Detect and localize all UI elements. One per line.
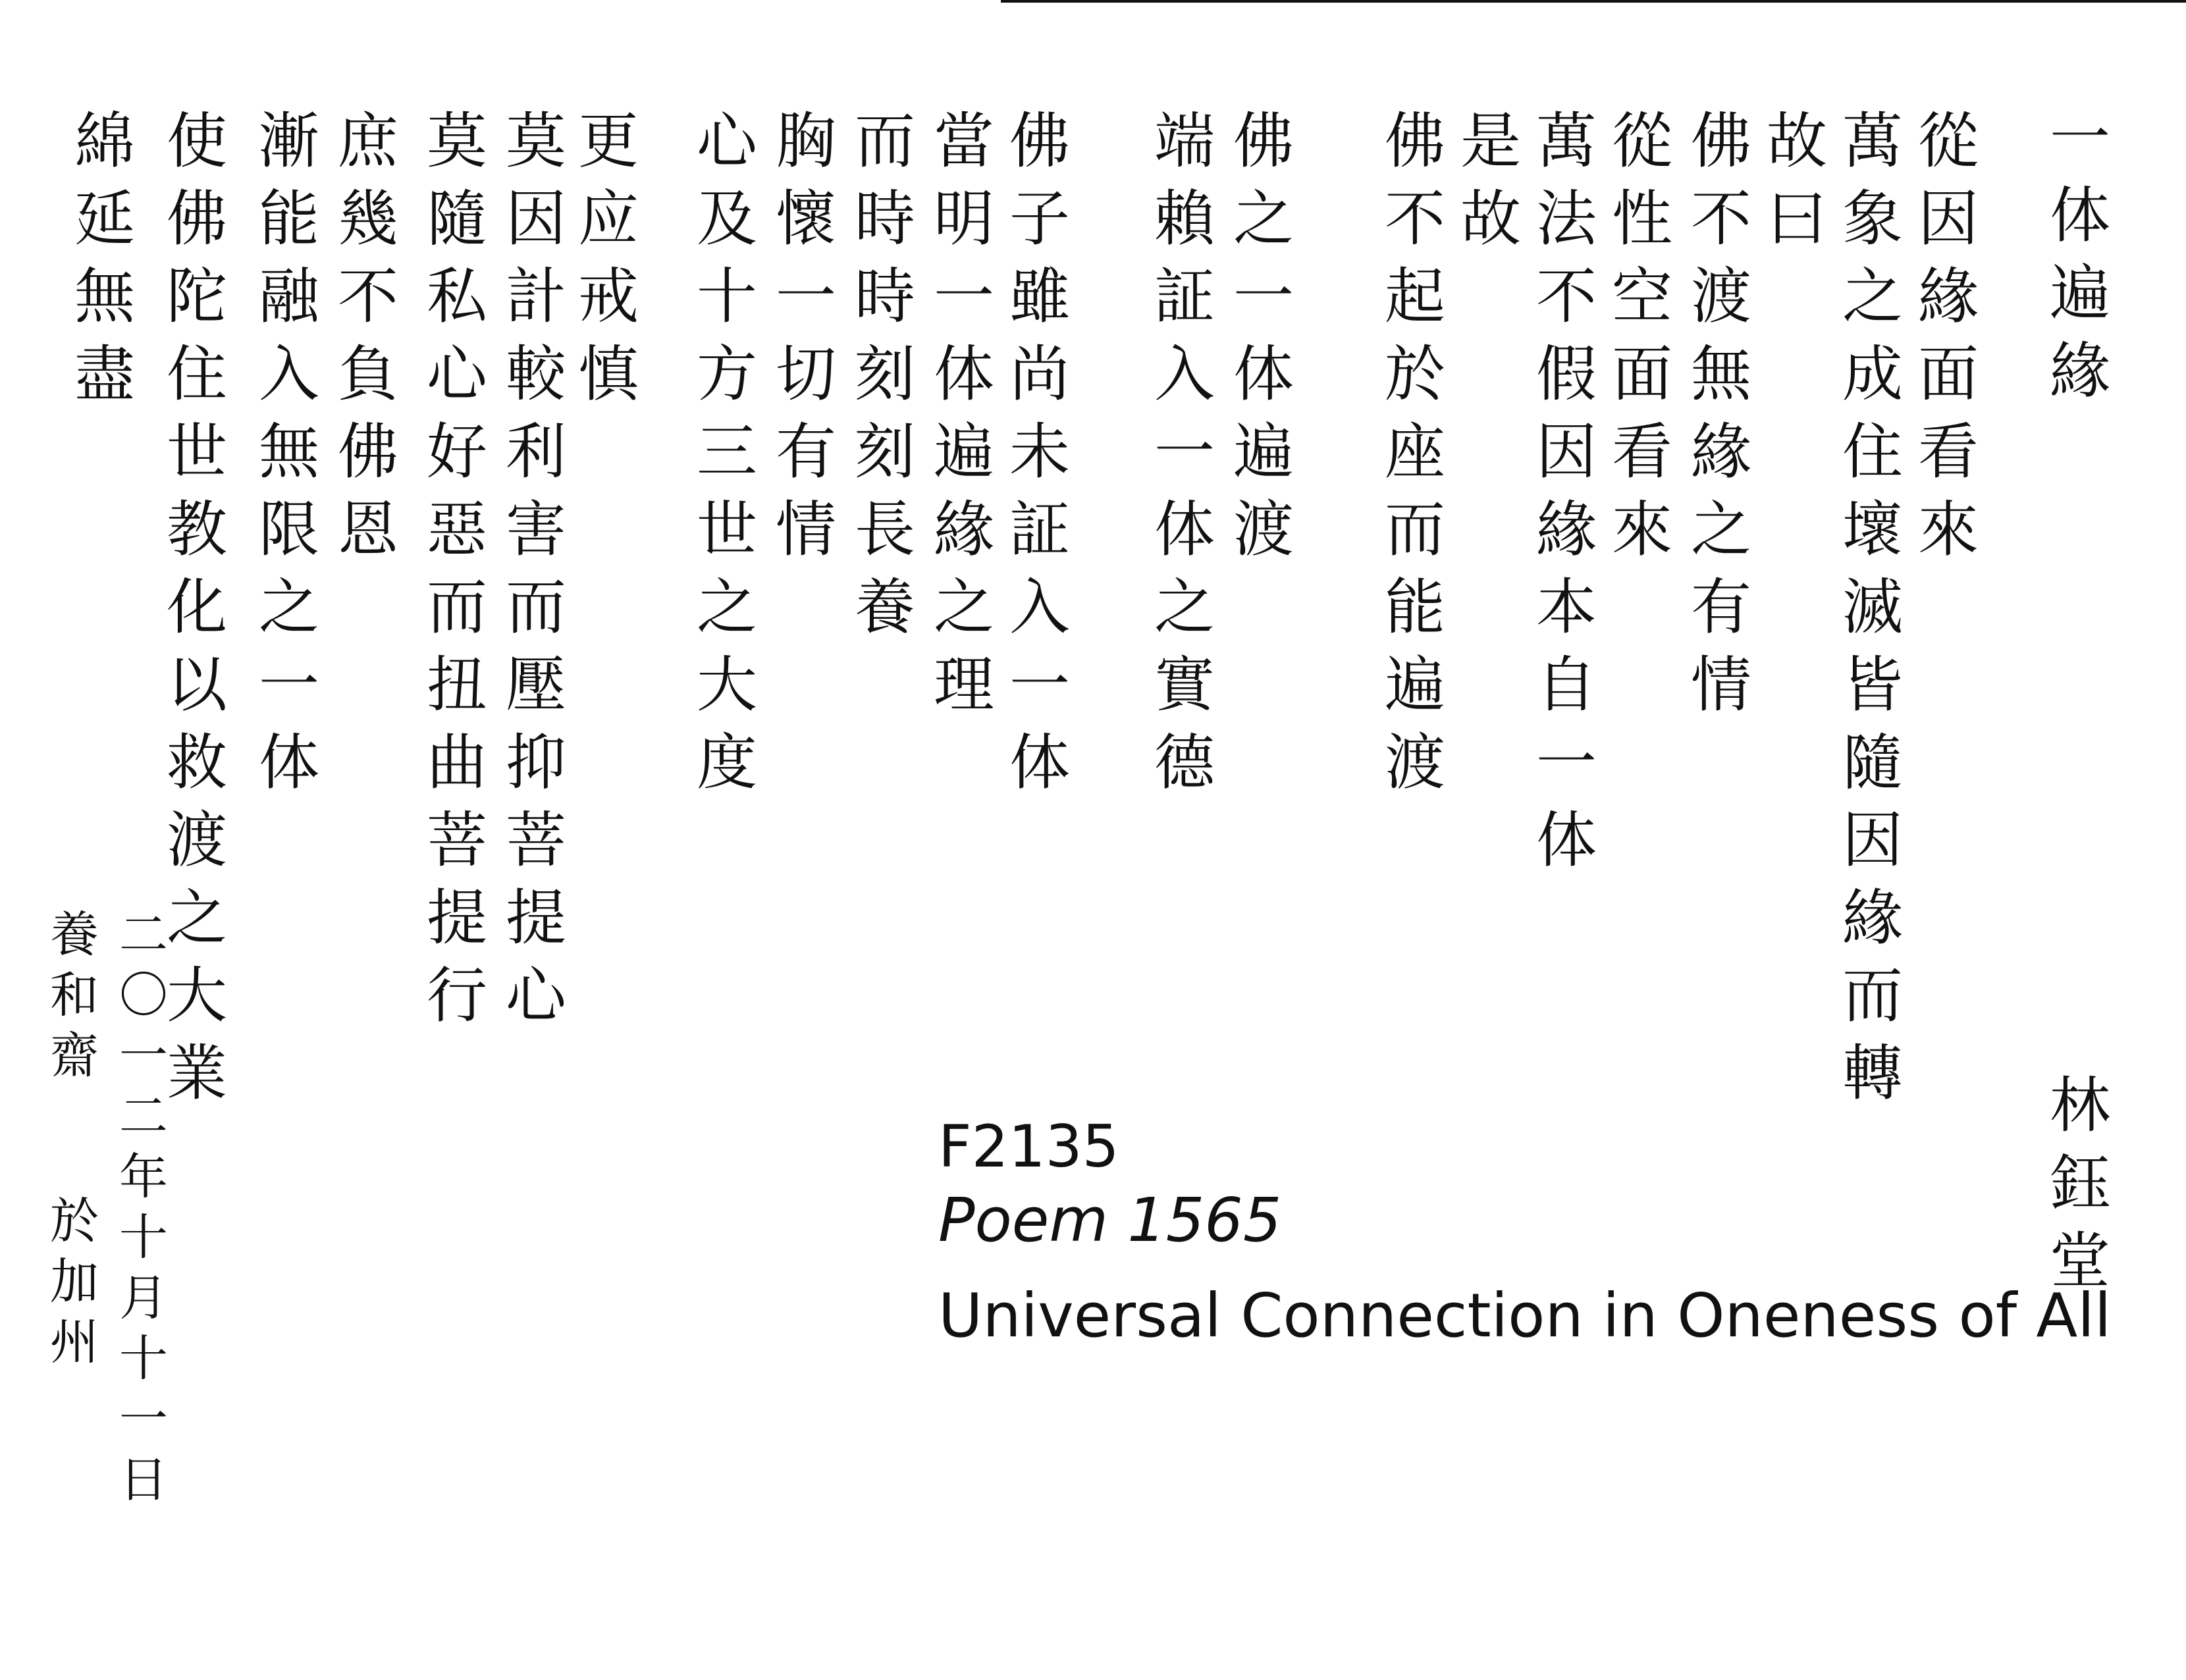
poem-line: 從性空面看來 bbox=[1602, 109, 1672, 575]
poem-line: 佛之一体遍渡 bbox=[1223, 109, 1294, 575]
poem-line: 使佛陀住世教化以救渡之大業 bbox=[157, 109, 227, 1118]
poem-line: 漸能融入無限之一体 bbox=[249, 109, 319, 808]
poem-line: 庶幾不負佛恩 bbox=[328, 109, 398, 575]
signature-location: 於加州 bbox=[42, 1195, 99, 1377]
english-title: Universal Connection in Oneness of All bbox=[938, 1280, 2112, 1351]
top-edge-line bbox=[1001, 0, 2186, 3]
poem-line: 佛不渡無緣之有情 bbox=[1681, 109, 1751, 730]
poem-line: 故曰 bbox=[1757, 109, 1827, 264]
poem-line: 佛子雖尚未証入一体 bbox=[1000, 109, 1070, 808]
poem-line: 胸懷一切有情 bbox=[766, 109, 836, 575]
date-line: 二〇一二年十月十一日 bbox=[111, 908, 168, 1514]
poem-line: 萬象之成住壞滅皆隨因緣而轉 bbox=[1832, 109, 1903, 1118]
poem-line: 端賴証入一体之實德 bbox=[1144, 109, 1215, 808]
poem-number: Poem 1565 bbox=[938, 1185, 1282, 1255]
poem-line: 而時時刻刻長養 bbox=[845, 109, 915, 652]
poem-line: 是故 bbox=[1451, 109, 1521, 264]
catalog-code: F2135 bbox=[938, 1113, 1119, 1180]
poem-line: 佛不起於座而能遍渡 bbox=[1375, 109, 1445, 808]
poem-line: 莫因計較利害而壓抑菩提心 bbox=[496, 109, 566, 1041]
poem-line: 心及十方三世之大度 bbox=[687, 109, 757, 808]
poem-line: 當明一体遍緣之理 bbox=[924, 109, 994, 730]
poem-line: 莫隨私心好惡而扭曲菩提行 bbox=[417, 109, 487, 1041]
poem-line: 從因緣面看來 bbox=[1908, 109, 1979, 575]
signature-studio: 養和齋 bbox=[42, 908, 99, 1090]
poem-line: 萬法不假因緣本自一体 bbox=[1526, 109, 1597, 885]
poem-line: 綿延無盡 bbox=[65, 109, 135, 419]
poem-title: 一体遍緣 bbox=[2040, 105, 2110, 416]
poem-line: 更应戒慎 bbox=[568, 109, 639, 419]
author-name: 林鈺堂 bbox=[2040, 1073, 2110, 1306]
